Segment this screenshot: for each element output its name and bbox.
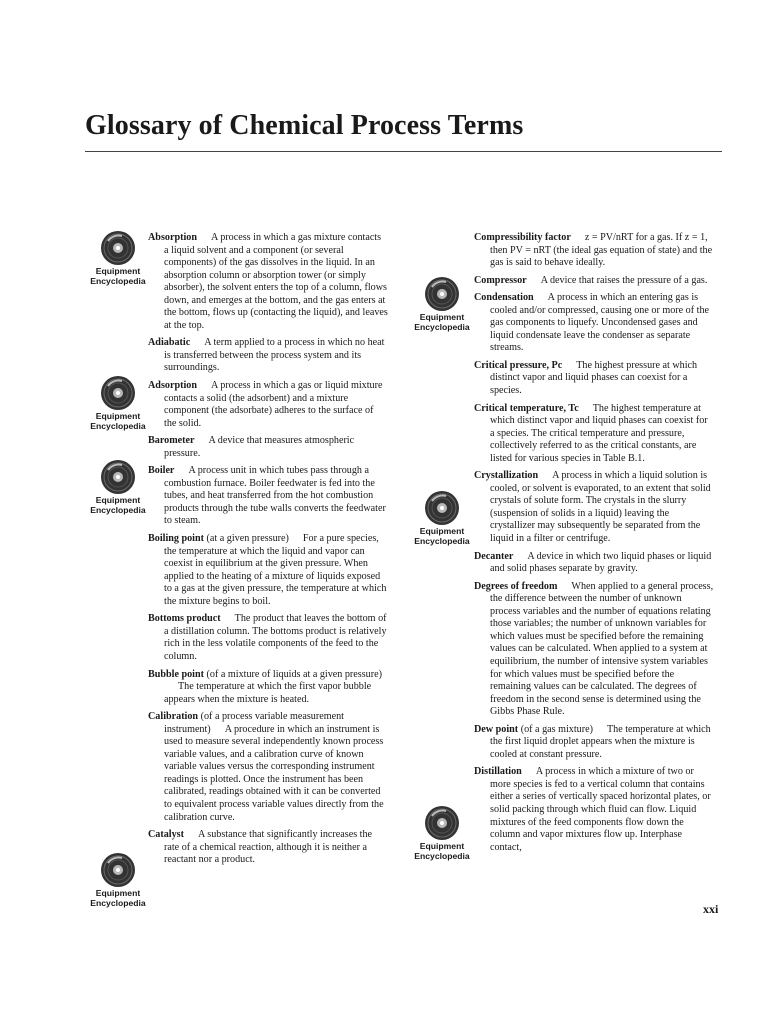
- glossary-definition: The highest pressure at which distinct vapor and liquid phases can coexist for a species.: [490, 359, 698, 397]
- glossary-definition: A device in which two liquid phases or liquid and solid phases separate by gravity.: [490, 550, 712, 575]
- equipment-encyclopedia-label: Equipment Encyclopedia: [90, 495, 146, 515]
- glossary-entry-decanter: [474, 551, 714, 576]
- equipment-encyclopedia-disc-icon: [100, 230, 136, 266]
- equipment-encyclopedia-label: Equipment Encyclopedia: [90, 411, 146, 431]
- equipment-encyclopedia-badge: [402, 490, 482, 546]
- equipment-encyclopedia-badge: [402, 276, 482, 332]
- glossary-definition: A process in which a gas mixture contacts a liquid solvent and a component (or several components) of the gas dissolves in the liquid. In an absorption column or absorption tower (or simply absorber), the solvent enters the top of a column, flows down, and emerges at the bottom, and the gas enters at the bottom, flows up (contacting the liquid), and leaves at the top.: [164, 232, 388, 331]
- glossary-definition: A device that measures atmospheric pressure.: [164, 435, 355, 459]
- glossary-term: Decanter: [474, 550, 514, 562]
- glossary-definition: The temperature at which the first liquid droplet appears when the mixture is cooled at constant pressure.: [490, 723, 711, 760]
- glossary-definition: A substance that significantly increases the rate of a chemical reaction, although it is neither a reactant nor a product.: [164, 829, 373, 866]
- glossary-entry-bubble-point: [148, 669, 388, 707]
- glossary-term: Barometer: [148, 435, 195, 447]
- glossary-entry-boiling-point: [148, 533, 388, 608]
- equipment-encyclopedia-disc-icon: [424, 805, 460, 841]
- glossary-definition: A process in which an entering gas is cooled and/or compressed, causing one or more of the gas components to liquefy. Uncondensed gases and liquid condensate leave the condenser as separate streams.: [490, 292, 710, 354]
- glossary-term: Dew point: [474, 723, 519, 735]
- equipment-encyclopedia-badge: [78, 852, 158, 908]
- glossary-term: Adiabatic: [148, 337, 191, 349]
- glossary-term: Distillation: [474, 766, 522, 778]
- glossary-term: Bubble point: [148, 668, 204, 680]
- glossary-definition: A term applied to a process in which no heat is transferred between the process system and its surroundings.: [164, 337, 385, 374]
- glossary-entry-bottoms-product: [148, 613, 388, 663]
- glossary-entry-critical-pressure-pc: [474, 360, 714, 398]
- equipment-encyclopedia-disc-icon: [424, 490, 460, 526]
- equipment-encyclopedia-badge: [78, 375, 158, 431]
- title-rule: [85, 151, 722, 152]
- glossary-definition: The product that leaves the bottom of a distillation column. The bottoms product is relatively rich in the less volatile components of the feed to the column.: [164, 613, 387, 662]
- equipment-encyclopedia-badge: [78, 459, 158, 515]
- glossary-term: Absorption: [148, 232, 197, 243]
- glossary-term: Boiling point: [148, 533, 204, 545]
- glossary-qualifier: (of a process variable measurement instrument): [164, 711, 344, 735]
- equipment-encyclopedia-disc-icon: [424, 276, 460, 312]
- glossary-entry-calibration: [148, 711, 388, 824]
- glossary-definition: A procedure in which an instrument is used to measure several independently known process variable values, and a calibration curve of known variable values versus the corresponding instrument readings is plotted. Once the instrument has been calibrated, readings obtained with it can be converted to equivalent process variable values directly from the calibration curve.: [164, 723, 384, 823]
- glossary-entry-distillation: [474, 766, 714, 854]
- glossary-term: Catalyst: [148, 829, 184, 841]
- equipment-encyclopedia-badge: [402, 805, 482, 861]
- glossary-definition: A device that raises the pressure of a gas.: [540, 274, 708, 286]
- glossary-entry-catalyst: [148, 829, 388, 867]
- equipment-encyclopedia-disc-icon: [100, 852, 136, 888]
- glossary-term: Degrees of freedom: [474, 580, 558, 592]
- glossary-entry-adsorption: [148, 380, 388, 430]
- glossary-column-left: [148, 232, 388, 872]
- equipment-encyclopedia-disc-icon: [100, 375, 136, 411]
- glossary-entry-crystallization: [474, 470, 714, 545]
- glossary-entry-adiabatic: [148, 337, 388, 375]
- glossary-entry-compressor: [474, 275, 714, 288]
- glossary-term: Critical pressure, Pc: [474, 359, 563, 371]
- glossary-qualifier: (of a mixture of liquids at a given pressure): [206, 668, 382, 680]
- glossary-definition: z = PV/nRT for a gas. If z = 1, then PV = nRT (the ideal gas equation of state) and the gas is said to behave ideally.: [490, 232, 713, 269]
- glossary-term: Condensation: [474, 292, 534, 304]
- page-title: Glossary of Chemical Process Terms: [85, 110, 524, 141]
- glossary-entry-degrees-of-freedom: [474, 581, 714, 719]
- glossary-definition: A process in which a mixture of two or more species is fed to a vertical column that contains either a series of vertically spaced horizontal plates, or solid packing through which fluid can flow. Liquid mixtures of the feed components flow down the column and vapor mixtures flow up. Interphase contact,: [490, 766, 711, 853]
- glossary-definition: A process in which a liquid solution is cooled, or solvent is evaporated, to an extent that solid crystals of solute form. The crystals in the slurry (suspension of solids in a liquid) leaving the crystallizer may subsequently be separated from the liquid in a filter or centrifuge.: [490, 470, 711, 545]
- glossary-term: Calibration: [148, 711, 199, 723]
- glossary-entry-critical-temperature-tc: [474, 403, 714, 466]
- equipment-encyclopedia-label: Equipment Encyclopedia: [414, 526, 470, 546]
- glossary-term: Bottoms product: [148, 613, 221, 625]
- page-number: xxi: [703, 902, 719, 916]
- glossary-term: Compressibility factor: [474, 232, 571, 243]
- glossary-definition: When applied to a general process, the difference between the number of unknown process variables and the number of equations relating those variables; the number of unknown variables for which values must be specified before the remaining values can be calculated. When applied to a system at equilibrium, the number of intensive system variables for which values must be specified before the remaining values can be calculated. The degrees of freedom in the second sense is determined using the Gibbs Phase Rule.: [490, 580, 714, 718]
- equipment-encyclopedia-badge: [78, 230, 158, 286]
- glossary-qualifier: (at a given pressure): [206, 533, 289, 545]
- glossary-term: Adsorption: [148, 380, 197, 392]
- glossary-entry-dew-point: [474, 724, 714, 762]
- glossary-definition: A process unit in which tubes pass through a combustion furnace. Boiler feedwater is fed into the tubes, and heat transferred from the hot combustion products through the tube walls converts the feedwater to steam.: [164, 465, 386, 527]
- equipment-encyclopedia-label: Equipment Encyclopedia: [90, 266, 146, 286]
- glossary-column-right: [474, 232, 714, 859]
- glossary-entry-barometer: [148, 435, 388, 460]
- glossary-definition: The highest temperature at which distinct vapor and liquid phases can coexist for a species. The critical temperature and pressure, collectively referred to as the critical constants, are listed for various species in Table B.1.: [490, 402, 708, 464]
- glossary-qualifier: (of a gas mixture): [520, 723, 593, 735]
- glossary-definition: The temperature at which the first vapor bubble appears when the mixture is heated.: [164, 681, 372, 705]
- glossary-term: Critical temperature, Tc: [474, 402, 579, 414]
- glossary-entry-compressibility-factor: [474, 232, 714, 270]
- equipment-encyclopedia-label: Equipment Encyclopedia: [90, 888, 146, 908]
- glossary-entry-absorption: [148, 232, 388, 332]
- glossary-definition: A process in which a gas or liquid mixture contacts a solid (the adsorbent) and a mixture component (the adsorbate) adheres to the surface of the solid.: [164, 380, 383, 429]
- glossary-definition: For a pure species, the temperature at which the liquid and vapor can coexist in equilibrium at the given pressure. When applied to the heating of a mixture of liquids exposed to a gas at the given pressure, the temperature at which the mixture begins to boil.: [164, 533, 387, 607]
- glossary-term: Crystallization: [474, 470, 539, 482]
- glossary-entry-condensation: [474, 292, 714, 355]
- glossary-term: Boiler: [148, 465, 175, 477]
- equipment-encyclopedia-label: Equipment Encyclopedia: [414, 841, 470, 861]
- glossary-term: Compressor: [474, 274, 527, 286]
- equipment-encyclopedia-label: Equipment Encyclopedia: [414, 312, 470, 332]
- equipment-encyclopedia-disc-icon: [100, 459, 136, 495]
- glossary-entry-boiler: [148, 465, 388, 528]
